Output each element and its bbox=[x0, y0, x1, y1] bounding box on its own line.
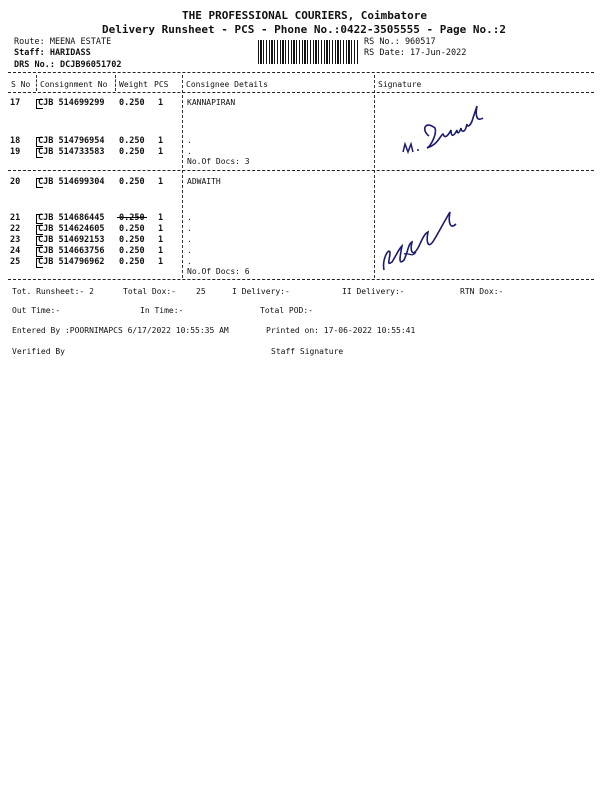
tick-mark bbox=[36, 137, 43, 147]
tick-mark bbox=[36, 99, 43, 109]
row-sno: 25 bbox=[10, 257, 21, 267]
rs-date: RS Date: 17-Jun-2022 bbox=[364, 48, 467, 58]
in-time: In Time:- bbox=[140, 306, 184, 315]
strike-mark bbox=[117, 217, 147, 218]
total-dox-value: 25 bbox=[196, 287, 206, 296]
table-row bbox=[10, 136, 370, 146]
row-sno: 17 bbox=[10, 98, 21, 108]
row-weight: 0.250 bbox=[119, 147, 145, 157]
table-row bbox=[10, 224, 370, 234]
col-divider bbox=[374, 75, 375, 278]
table-row bbox=[10, 177, 370, 187]
row-weight: 0.250 bbox=[119, 257, 145, 267]
signature-scribble-1 bbox=[395, 100, 495, 160]
row-sno: 23 bbox=[10, 235, 21, 245]
tick-mark bbox=[36, 225, 43, 235]
tick-mark bbox=[36, 178, 43, 188]
row-pcs: 1 bbox=[158, 246, 164, 256]
row-consignment: CJB 514686445 bbox=[38, 213, 105, 223]
i-delivery: I Delivery:- bbox=[232, 287, 290, 296]
row-consignment: CJB 514733583 bbox=[38, 147, 105, 157]
table-row bbox=[10, 257, 370, 267]
row-consignment: CJB 514663756 bbox=[38, 246, 105, 256]
row-pcs: 1 bbox=[158, 213, 164, 223]
row-details: KANNAPIRAN bbox=[187, 98, 236, 107]
row-details: . bbox=[187, 257, 192, 266]
barcode bbox=[258, 40, 358, 64]
tick-mark bbox=[36, 236, 43, 246]
row-sno: 22 bbox=[10, 224, 21, 234]
row-consignment: CJB 514796962 bbox=[38, 257, 105, 267]
row-weight: 0.250 bbox=[119, 235, 145, 245]
table-bottom-rule bbox=[8, 279, 594, 280]
rtn-dox: RTN Dox:- bbox=[460, 287, 504, 296]
row-consignment: CJB 514624605 bbox=[38, 224, 105, 234]
total-dox-label: Total Dox:- bbox=[123, 287, 176, 296]
ii-delivery: II Delivery:- bbox=[342, 287, 405, 296]
docs-count: No.Of Docs: 3 bbox=[187, 157, 250, 166]
row-pcs: 1 bbox=[158, 257, 164, 267]
tick-mark bbox=[36, 258, 43, 268]
tot-runsheet: Tot. Runsheet:- 2 bbox=[12, 287, 94, 296]
tick-mark bbox=[36, 247, 43, 257]
header-rule bbox=[8, 92, 594, 93]
staff-label: Staff: HARIDASS bbox=[14, 48, 91, 58]
col-divider bbox=[115, 75, 116, 91]
printed-on: Printed on: 17-06-2022 10:55:41 bbox=[266, 326, 416, 335]
out-time: Out Time:- bbox=[12, 306, 61, 315]
signature-scribble-2 bbox=[378, 200, 468, 278]
row-weight: 0.250 bbox=[119, 98, 145, 108]
company-title: THE PROFESSIONAL COURIERS, Coimbatore bbox=[182, 9, 428, 22]
row-details: . bbox=[187, 235, 192, 244]
row-details: ADWAITH bbox=[187, 177, 221, 186]
row-weight: 0.250 bbox=[119, 177, 145, 187]
table-row bbox=[10, 246, 370, 256]
row-weight: 0.250 bbox=[119, 224, 145, 234]
table-top-rule bbox=[8, 72, 594, 73]
rs-no: RS No.: 960517 bbox=[364, 37, 436, 47]
row-sno: 21 bbox=[10, 213, 21, 223]
verified-by: Verified By bbox=[12, 347, 65, 356]
row-details: . bbox=[187, 246, 192, 255]
table-row bbox=[10, 213, 370, 223]
row-pcs: 1 bbox=[158, 224, 164, 234]
route-label: Route: MEENA ESTATE bbox=[14, 37, 112, 47]
row-pcs: 1 bbox=[158, 235, 164, 245]
row-pcs: 1 bbox=[158, 98, 164, 108]
drs-label: DRS No.: DCJB96051702 bbox=[14, 60, 122, 70]
row-weight: 0.250 bbox=[119, 136, 145, 146]
row-details: . bbox=[187, 136, 192, 145]
row-pcs: 1 bbox=[158, 147, 164, 157]
entered-by: Entered By :POORNIMAPCS 6/17/2022 10:55:35 AM bbox=[12, 326, 229, 335]
row-details: . bbox=[187, 147, 192, 156]
row-consignment: CJB 514796954 bbox=[38, 136, 105, 146]
col-divider bbox=[36, 75, 37, 91]
row-details: . bbox=[187, 224, 192, 233]
group-rule bbox=[8, 170, 594, 171]
row-weight: 0.250 bbox=[119, 246, 145, 256]
tick-mark bbox=[36, 148, 43, 158]
col-consignment: Consignment No bbox=[40, 80, 108, 89]
table-row bbox=[10, 235, 370, 245]
runsheet-line: Delivery Runsheet - PCS - Phone No.:0422-3505555 - Page No.:2 bbox=[102, 23, 506, 36]
staff-signature: Staff Signature bbox=[271, 347, 344, 356]
row-sno: 20 bbox=[10, 177, 21, 187]
table-row bbox=[10, 98, 370, 108]
docs-count: No.Of Docs: 6 bbox=[187, 267, 250, 276]
row-sno: 19 bbox=[10, 147, 21, 157]
row-weight: 0.250 bbox=[119, 213, 145, 223]
col-pcs: PCS bbox=[154, 80, 169, 89]
col-weight: Weight bbox=[119, 80, 148, 89]
row-details: . bbox=[187, 213, 192, 222]
row-consignment: CJB 514699304 bbox=[38, 177, 105, 187]
row-pcs: 1 bbox=[158, 177, 164, 187]
col-signature: Signature bbox=[378, 80, 422, 89]
row-sno: 24 bbox=[10, 246, 21, 256]
col-consignee: Consignee Details bbox=[186, 80, 268, 89]
table-row bbox=[10, 147, 370, 157]
row-consignment: CJB 514699299 bbox=[38, 98, 105, 108]
tick-mark bbox=[36, 214, 43, 224]
col-sno: S No bbox=[11, 80, 31, 89]
row-sno: 18 bbox=[10, 136, 21, 146]
total-pod: Total POD:- bbox=[260, 306, 313, 315]
row-consignment: CJB 514692153 bbox=[38, 235, 105, 245]
row-pcs: 1 bbox=[158, 136, 164, 146]
